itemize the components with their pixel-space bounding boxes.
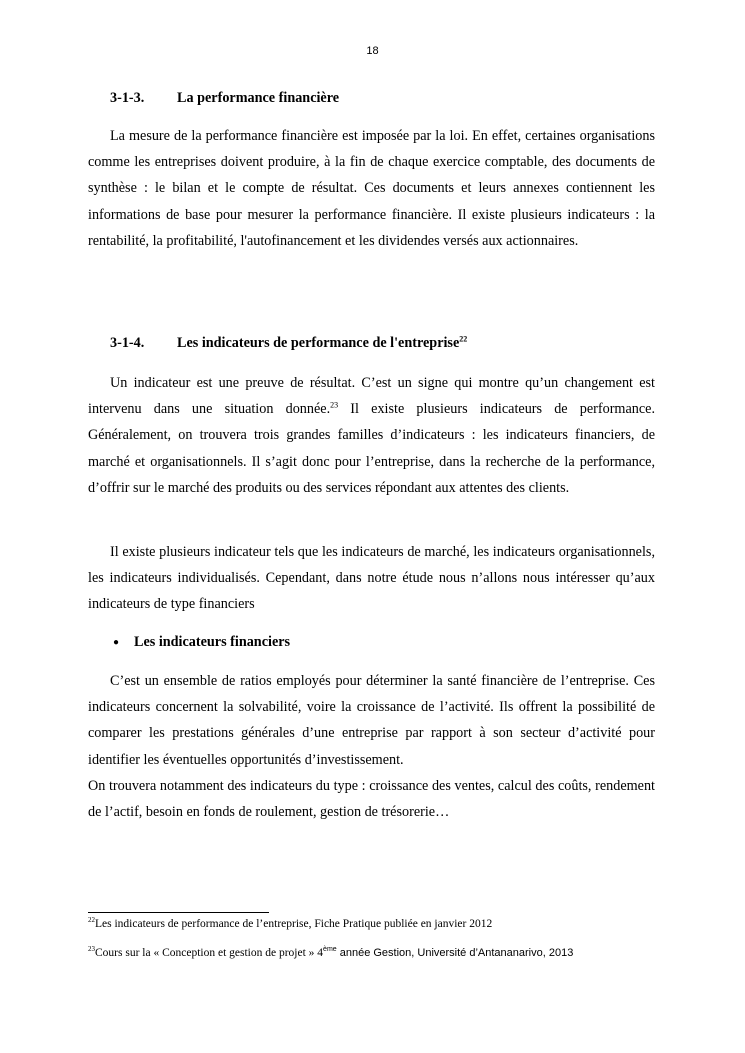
footnote-superscript: ème xyxy=(323,946,337,954)
footnote-text: Cours sur la « Conception et gestion de projet » 4 xyxy=(95,947,324,959)
footnote-text-sans: année Gestion, Université d’Antananarivo, 2013 xyxy=(336,947,574,959)
paragraph-text-part: Un indicateur est une preuve de résultat. C’est un signe qui montre qu’un changement est intervenu dans une situation donnée. xyxy=(88,375,655,418)
paragraph-indicateur-definition xyxy=(88,370,655,501)
footnote-23 xyxy=(88,947,573,959)
footnote-22 xyxy=(88,918,492,930)
section-title: Les indicateurs de performance de l'entreprise xyxy=(177,335,460,351)
section-number: 3-1-3. xyxy=(110,90,145,106)
bullet-item-indicateurs-financiers xyxy=(113,634,290,651)
footnote-separator xyxy=(88,912,269,913)
bullet-icon: ● xyxy=(113,637,120,648)
footnote-reference: 22 xyxy=(459,334,468,344)
footnote-number: 22 xyxy=(88,916,95,925)
paragraph-text: C’est un ensemble de ratios employés pour déterminer la santé financière de l’entreprise. Ces indicateurs concernent la solvabilité, voire la croissance de l’activité. Ils offrent la possibilité de comparer les prestations générales d’une entreprise par rapport à son secteur d’activité pour identifier les éventuelles opportunités d’investissement. xyxy=(88,673,655,768)
bullet-text: Les indicateurs financiers xyxy=(134,634,291,650)
section-title: La performance financière xyxy=(177,90,340,106)
section-heading-3-1-3 xyxy=(110,90,339,107)
paragraph-ratios xyxy=(88,668,655,825)
section-number: 3-1-4. xyxy=(110,335,145,351)
footnote-reference: 23 xyxy=(330,400,339,410)
section-heading-3-1-4 xyxy=(110,335,467,352)
paragraph-plusieurs-indicateurs xyxy=(88,539,655,618)
paragraph-text: Il existe plusieurs indicateur tels que les indicateurs de marché, les indicateurs organisationnels, les indicateurs individualisés. Cependant, dans notre étude nous n’allons nous intéresser qu’aux indicateurs de type financiers xyxy=(88,544,655,613)
paragraph-text-part: Il existe plusieurs indicateurs de performance. Généralement, on trouvera trois grandes familles d’indicateurs : les indicateurs financiers, de marché et organisationnels. Il s’agit donc pour l’entreprise, dans la recherche de la performance, d’offrir sur le marché des produits ou des services répondant aux attentes des clients. xyxy=(88,401,656,496)
paragraph-text: La mesure de la performance financière est imposée par la loi. En effet, certaines organisations comme les entreprises doivent produire, à la fin de chaque exercice comptable, des documents de synthèse : le bilan et le compte de résultat. Ces documents et leurs annexes contiennent les informations de base pour mesurer la performance financière. Il existe plusieurs indicateurs : la rentabilité, la profitabilité, l'autofinancement et les dividendes versés aux actionnaires. xyxy=(88,128,655,249)
paragraph-text-continuation: On trouvera notamment des indicateurs du type : croissance des ventes, calcul des coûts, rendement de l’actif, besoin en fonds de roulement, gestion de trésorerie… xyxy=(88,777,655,821)
paragraph-performance-financiere xyxy=(88,123,655,254)
footnote-number: 23 xyxy=(88,945,95,954)
footnote-text: Les indicateurs de performance de l’entreprise, Fiche Pratique publiée en janvier 2012 xyxy=(95,918,493,930)
paragraph-text xyxy=(88,370,655,501)
page-number: 18 xyxy=(366,45,379,57)
